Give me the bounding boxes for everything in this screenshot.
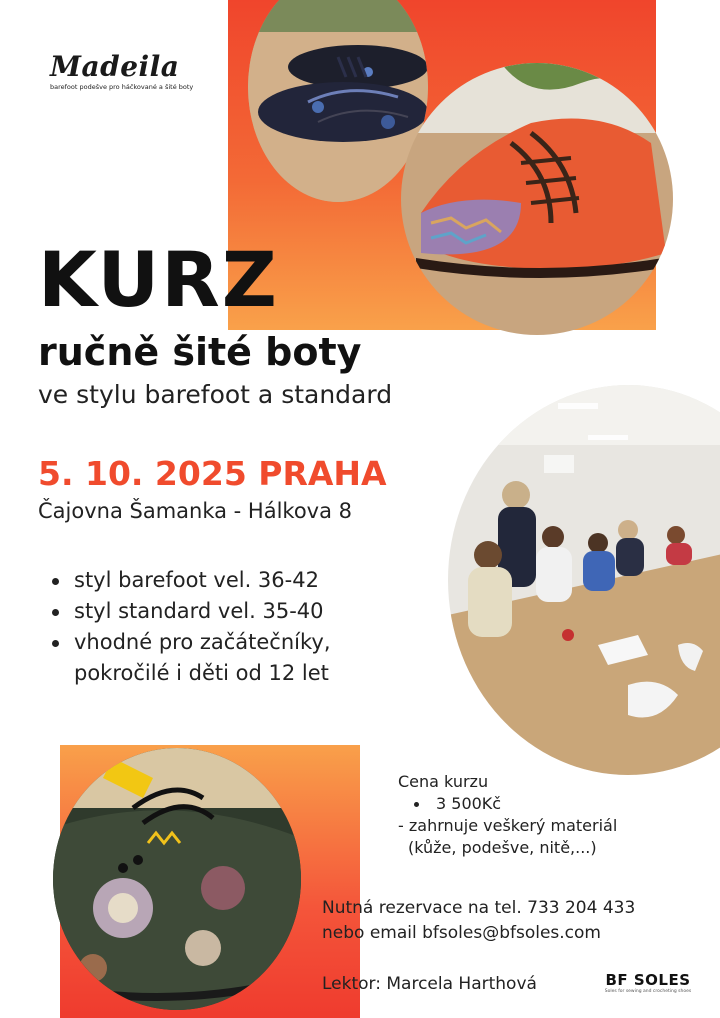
logo-tagline: barefoot podešve pro háčkované a šité boty bbox=[50, 83, 194, 91]
feature-item: styl standard vel. 35-40 bbox=[48, 596, 428, 627]
price-note: - zahrnuje veškerý materiál bbox=[398, 816, 618, 835]
workshop-participants-photo bbox=[448, 385, 720, 775]
feature-item bbox=[48, 627, 428, 689]
bf-soles-tagline: Soles for sewing and crocheting shoes bbox=[604, 989, 692, 994]
logo-name: Madeila bbox=[50, 50, 180, 83]
event-venue: Čajovna Šamanka - Hálkova 8 bbox=[38, 499, 353, 523]
contact-phone: Nutná rezervace na tel. 733 204 433 bbox=[322, 898, 636, 918]
contact-block bbox=[322, 896, 712, 946]
title-sub: ručně šité boty bbox=[38, 330, 362, 374]
feature-list bbox=[48, 565, 428, 689]
price-amount: 3 500Kč bbox=[398, 793, 698, 815]
price-note-details: (kůže, podešve, nitě,...) bbox=[408, 838, 597, 857]
lector-name: Lektor: Marcela Harthová bbox=[322, 974, 537, 994]
bf-soles-name: BF SOLES bbox=[605, 971, 691, 989]
feature-item-text: vhodné pro začátečníky, bbox=[74, 630, 331, 654]
feature-item-text-cont: pokročilé i děti od 12 let bbox=[74, 661, 329, 685]
event-date: 5. 10. 2025 PRAHA bbox=[38, 454, 387, 493]
contact-email: nebo email bfsoles@bfsoles.com bbox=[322, 923, 601, 943]
price-block bbox=[398, 771, 698, 859]
bf-soles-logo bbox=[598, 971, 698, 995]
orange-leather-shoe-photo bbox=[401, 63, 673, 335]
madeila-logo bbox=[50, 50, 194, 91]
price-label: Cena kurzu bbox=[398, 772, 489, 791]
title-style: ve stylu barefoot a standard bbox=[38, 380, 393, 409]
embroidered-shoe-photo bbox=[53, 748, 301, 1010]
title-main: KURZ bbox=[38, 235, 279, 324]
feature-item: styl barefoot vel. 36-42 bbox=[48, 565, 428, 596]
